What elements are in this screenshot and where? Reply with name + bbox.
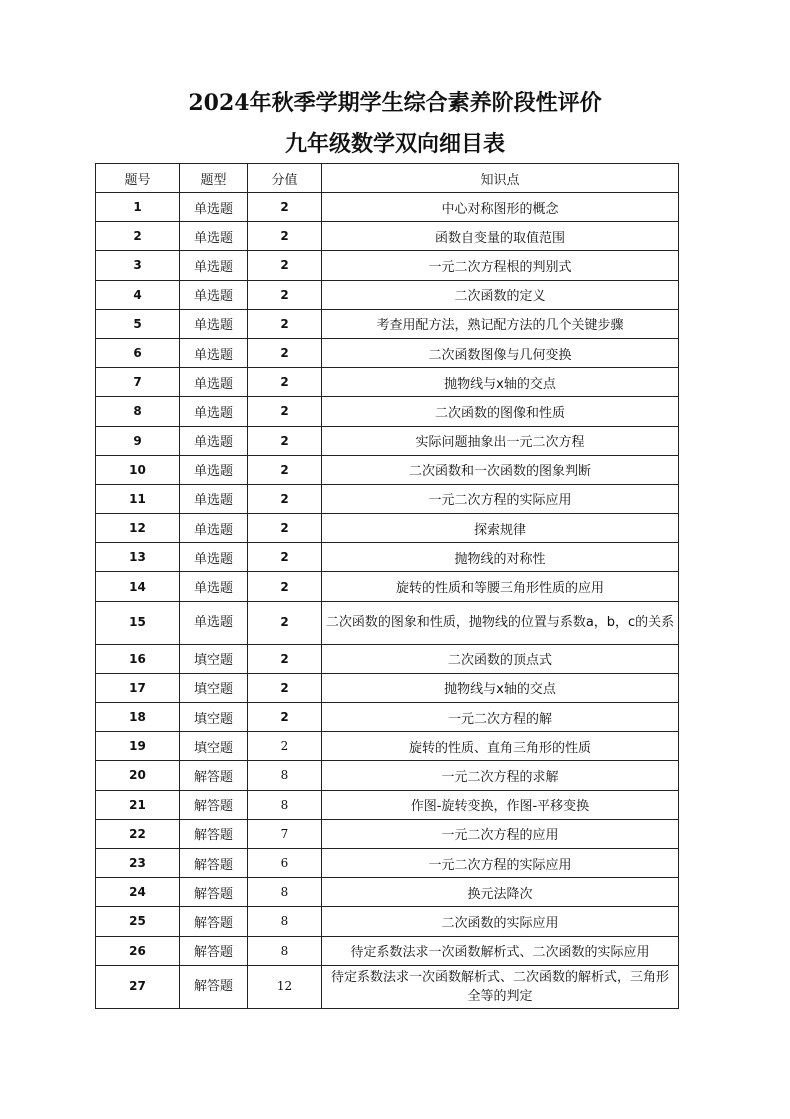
table-row [96, 673, 679, 702]
row-score: 2 [248, 397, 322, 426]
row-number: 16 [96, 644, 180, 673]
row-score: 7 [248, 819, 322, 848]
row-score: 12 [248, 965, 322, 1008]
row-knowledge: 二次函数和一次函数的图象判断 [322, 455, 679, 484]
row-knowledge: 作图-旋转变换，作图-平移变换 [322, 790, 679, 819]
row-number: 5 [96, 309, 180, 338]
table-row [96, 965, 679, 1008]
row-knowledge: 一元二次方程根的判别式 [322, 251, 679, 280]
row-knowledge: 二次函数的图像和性质 [322, 397, 679, 426]
table-row [96, 514, 679, 543]
table-header-row [96, 164, 679, 193]
table-row [96, 543, 679, 572]
table-row [96, 703, 679, 732]
row-type: 单选题 [180, 397, 248, 426]
row-number: 24 [96, 878, 180, 907]
row-knowledge: 探索规律 [322, 514, 679, 543]
row-type: 单选题 [180, 280, 248, 309]
row-score: 2 [248, 514, 322, 543]
row-knowledge: 一元二次方程的求解 [322, 761, 679, 790]
row-score: 8 [248, 761, 322, 790]
table-row [96, 572, 679, 601]
row-knowledge: 换元法降次 [322, 878, 679, 907]
row-number: 15 [96, 601, 180, 644]
row-number: 3 [96, 251, 180, 280]
row-number: 7 [96, 368, 180, 397]
row-type: 单选题 [180, 484, 248, 513]
row-number: 19 [96, 732, 180, 761]
row-number: 14 [96, 572, 180, 601]
row-type: 单选题 [180, 251, 248, 280]
row-score: 2 [248, 280, 322, 309]
table-row [96, 848, 679, 877]
row-number: 26 [96, 936, 180, 965]
row-type: 解答题 [180, 936, 248, 965]
row-score: 2 [248, 193, 322, 222]
table-row [96, 936, 679, 965]
row-number: 20 [96, 761, 180, 790]
table-row [96, 732, 679, 761]
row-score: 2 [248, 673, 322, 702]
row-score: 8 [248, 878, 322, 907]
table-row [96, 193, 679, 222]
row-number: 27 [96, 965, 180, 1008]
table-row [96, 397, 679, 426]
row-score: 2 [248, 368, 322, 397]
header-type: 题型 [180, 164, 248, 193]
row-score: 2 [248, 309, 322, 338]
row-knowledge: 二次函数的图象和性质，抛物线的位置与系数a，b，c的关系 [322, 601, 679, 644]
row-number: 17 [96, 673, 180, 702]
row-type: 单选题 [180, 338, 248, 367]
table-row [96, 878, 679, 907]
row-knowledge: 考查用配方法，熟记配方法的几个关键步骤 [322, 309, 679, 338]
row-score: 2 [248, 426, 322, 455]
row-type: 解答题 [180, 878, 248, 907]
document-title: 2024年秋季学期学生综合素养阶段性评价 [188, 90, 602, 116]
row-number: 22 [96, 819, 180, 848]
row-knowledge: 旋转的性质和等腰三角形性质的应用 [322, 572, 679, 601]
row-number: 6 [96, 338, 180, 367]
row-score: 2 [248, 338, 322, 367]
row-type: 单选题 [180, 601, 248, 644]
row-score: 2 [248, 251, 322, 280]
row-score: 2 [248, 644, 322, 673]
row-number: 1 [96, 193, 180, 222]
row-knowledge: 待定系数法求一次函数解析式、二次函数的解析式，三角形全等的判定 [322, 965, 679, 1008]
row-knowledge: 一元二次方程的解 [322, 703, 679, 732]
header-knowledge: 知识点 [322, 164, 679, 193]
table-row [96, 819, 679, 848]
row-knowledge: 二次函数图像与几何变换 [322, 338, 679, 367]
table-row [96, 601, 679, 644]
row-score: 2 [248, 703, 322, 732]
header-number: 题号 [96, 164, 180, 193]
row-type: 填空题 [180, 703, 248, 732]
row-type: 单选题 [180, 193, 248, 222]
row-number: 13 [96, 543, 180, 572]
table-row [96, 907, 679, 936]
table-row [96, 761, 679, 790]
row-type: 单选题 [180, 309, 248, 338]
row-knowledge: 一元二次方程的应用 [322, 819, 679, 848]
table-row [96, 309, 679, 338]
row-score: 2 [248, 543, 322, 572]
row-number: 21 [96, 790, 180, 819]
row-number: 12 [96, 514, 180, 543]
row-knowledge: 抛物线与x轴的交点 [322, 368, 679, 397]
table-row [96, 484, 679, 513]
table-row [96, 280, 679, 309]
row-score: 8 [248, 790, 322, 819]
row-knowledge: 一元二次方程的实际应用 [322, 848, 679, 877]
row-knowledge: 一元二次方程的实际应用 [322, 484, 679, 513]
row-number: 18 [96, 703, 180, 732]
row-type: 解答题 [180, 965, 248, 1008]
table-row [96, 251, 679, 280]
table-row [96, 644, 679, 673]
table-row [96, 368, 679, 397]
table-row [96, 455, 679, 484]
row-score: 8 [248, 907, 322, 936]
document-subtitle: 九年级数学双向细目表 [284, 131, 505, 157]
row-type: 解答题 [180, 907, 248, 936]
row-type: 单选题 [180, 222, 248, 251]
row-knowledge: 二次函数的实际应用 [322, 907, 679, 936]
row-type: 解答题 [180, 761, 248, 790]
row-type: 解答题 [180, 848, 248, 877]
row-number: 2 [96, 222, 180, 251]
table-row [96, 222, 679, 251]
row-number: 11 [96, 484, 180, 513]
table-row [96, 426, 679, 455]
table-row [96, 338, 679, 367]
row-knowledge: 抛物线与x轴的交点 [322, 673, 679, 702]
table-row [96, 790, 679, 819]
row-knowledge: 函数自变量的取值范围 [322, 222, 679, 251]
row-knowledge: 旋转的性质、直角三角形的性质 [322, 732, 679, 761]
row-type: 解答题 [180, 790, 248, 819]
row-knowledge: 实际问题抽象出一元二次方程 [322, 426, 679, 455]
row-type: 单选题 [180, 426, 248, 455]
row-knowledge: 二次函数的定义 [322, 280, 679, 309]
row-score: 2 [248, 484, 322, 513]
row-knowledge: 抛物线的对称性 [322, 543, 679, 572]
row-type: 单选题 [180, 455, 248, 484]
row-score: 2 [248, 222, 322, 251]
row-knowledge: 二次函数的顶点式 [322, 644, 679, 673]
row-type: 单选题 [180, 514, 248, 543]
row-type: 填空题 [180, 644, 248, 673]
row-number: 4 [96, 280, 180, 309]
row-type: 填空题 [180, 732, 248, 761]
row-score: 2 [248, 732, 322, 761]
row-type: 解答题 [180, 819, 248, 848]
row-score: 2 [248, 455, 322, 484]
row-score: 6 [248, 848, 322, 877]
row-type: 单选题 [180, 543, 248, 572]
row-score: 8 [248, 936, 322, 965]
row-knowledge: 中心对称图形的概念 [322, 193, 679, 222]
row-number: 25 [96, 907, 180, 936]
row-score: 2 [248, 572, 322, 601]
row-type: 单选题 [180, 368, 248, 397]
specification-table [95, 163, 679, 1009]
row-type: 单选题 [180, 572, 248, 601]
row-number: 9 [96, 426, 180, 455]
row-number: 23 [96, 848, 180, 877]
row-number: 10 [96, 455, 180, 484]
header-score: 分值 [248, 164, 322, 193]
row-score: 2 [248, 601, 322, 644]
row-type: 填空题 [180, 673, 248, 702]
row-knowledge: 待定系数法求一次函数解析式、二次函数的实际应用 [322, 936, 679, 965]
row-number: 8 [96, 397, 180, 426]
